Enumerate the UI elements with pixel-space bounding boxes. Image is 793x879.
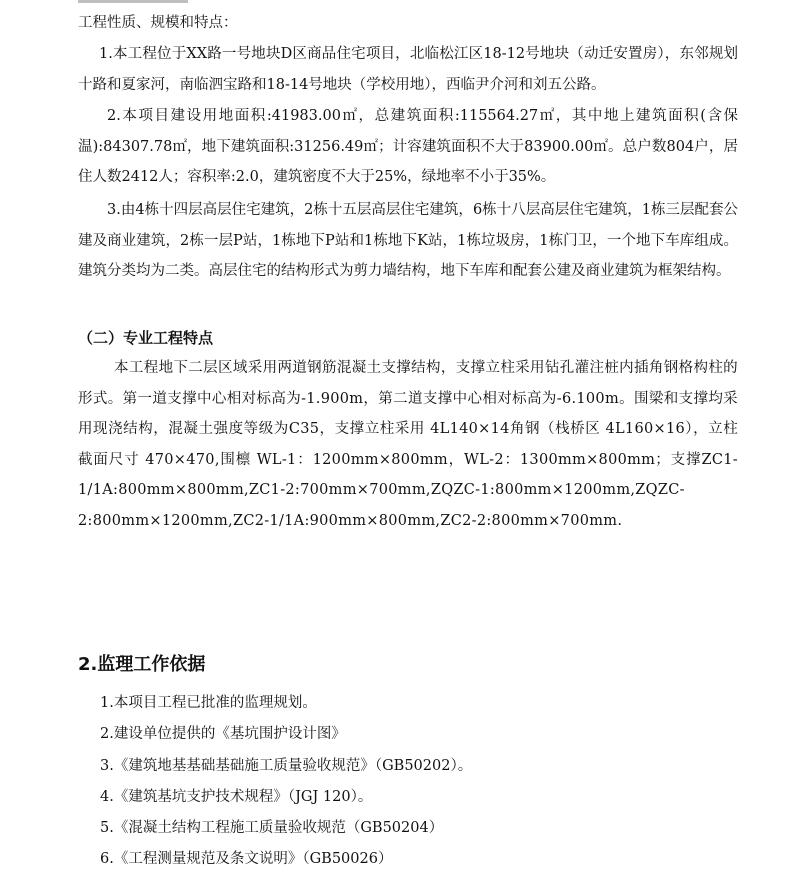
intro-label: 工程性质、规模和特点： [78,15,238,31]
paragraph-area: 2.本项目建设用地面积:41983.00㎡，总建筑面积:115564.27㎡，其中地上建筑面积(含保温):84307.78㎡，地下建筑面积:31256.49㎡；计容建筑面积不大于83900.00㎡。总户数804户，居住人数2412人；容积率:2.0，建筑密度不大于25%，绿地率不小于35%。 [78,108,738,185]
basis-list [100,688,740,876]
section-heading-supervision-basis: 2.监理工作依据 [78,654,206,675]
list-item: 5.《混凝土结构工程施工质量验收规范（GB50204） [100,820,444,837]
list-item: 4.《建筑基坑支护技术规程》（JGJ 120）。 [100,788,373,805]
header-rule [78,0,188,3]
list-item: 6.《工程测量规范及条文说明》（GB50026） [100,851,393,868]
paragraph-support-structure: 本工程地下二层区域采用两道钢筋混凝土支撑结构，支撑立柱采用钻孔灌注桩内插角钢格构柱的形式。第一道支撑中心相对标高为-1.900m，第二道支撑中心相对标高为-6.100m。围梁和支撑均采用现浇结构，混凝土强度等级为C35，支撑立柱采用 4L140×14角钢（栈桥区 4L160×16），立柱截面尺寸 470×470,围檩 WL-1：1200mm×800mm，WL-2：1300mm×800mm；支撑ZC1-1/1A:800mm×800mm,ZC1-2:700mm×700mm,ZQZC-1:800mm×1200mm,ZQZC-2:800mm×1200mm,ZC2-1/1A:900mm×800mm,ZC2-2:800mm×700mm. [78,360,738,529]
list-item: 2.建设单位提供的《基坑围护设计图》 [100,726,346,743]
list-item: 3.《建筑地基基础基础施工质量验收规范》（GB50202）。 [100,757,473,774]
paragraph-composition: 3.由4栋十四层高层住宅建筑，2栋十五层高层住宅建筑，6栋十八层高层住宅建筑，1栋三层配套公建及商业建筑，2栋一层P站，1栋地下P站和1栋地下K站，1栋垃圾房，1栋门卫，一个地下车库组成。建筑分类均为二类。高层住宅的结构形式为剪力墙结构，地下车库和配套公建及商业建筑为框架结构。 [78,202,738,279]
paragraph-location: 1.本工程位于XX路一号地块D区商品住宅项目，北临松江区18-12号地块（动迁安置房），东邻规划十路和夏家河，南临泗宝路和18-14号地块（学校用地），西临尹介河和刘五公路。 [78,46,738,93]
sub-heading-special-features: （二）专业工程特点 [78,329,214,347]
list-item: 1.本项目工程已批准的监理规划。 [100,695,317,711]
